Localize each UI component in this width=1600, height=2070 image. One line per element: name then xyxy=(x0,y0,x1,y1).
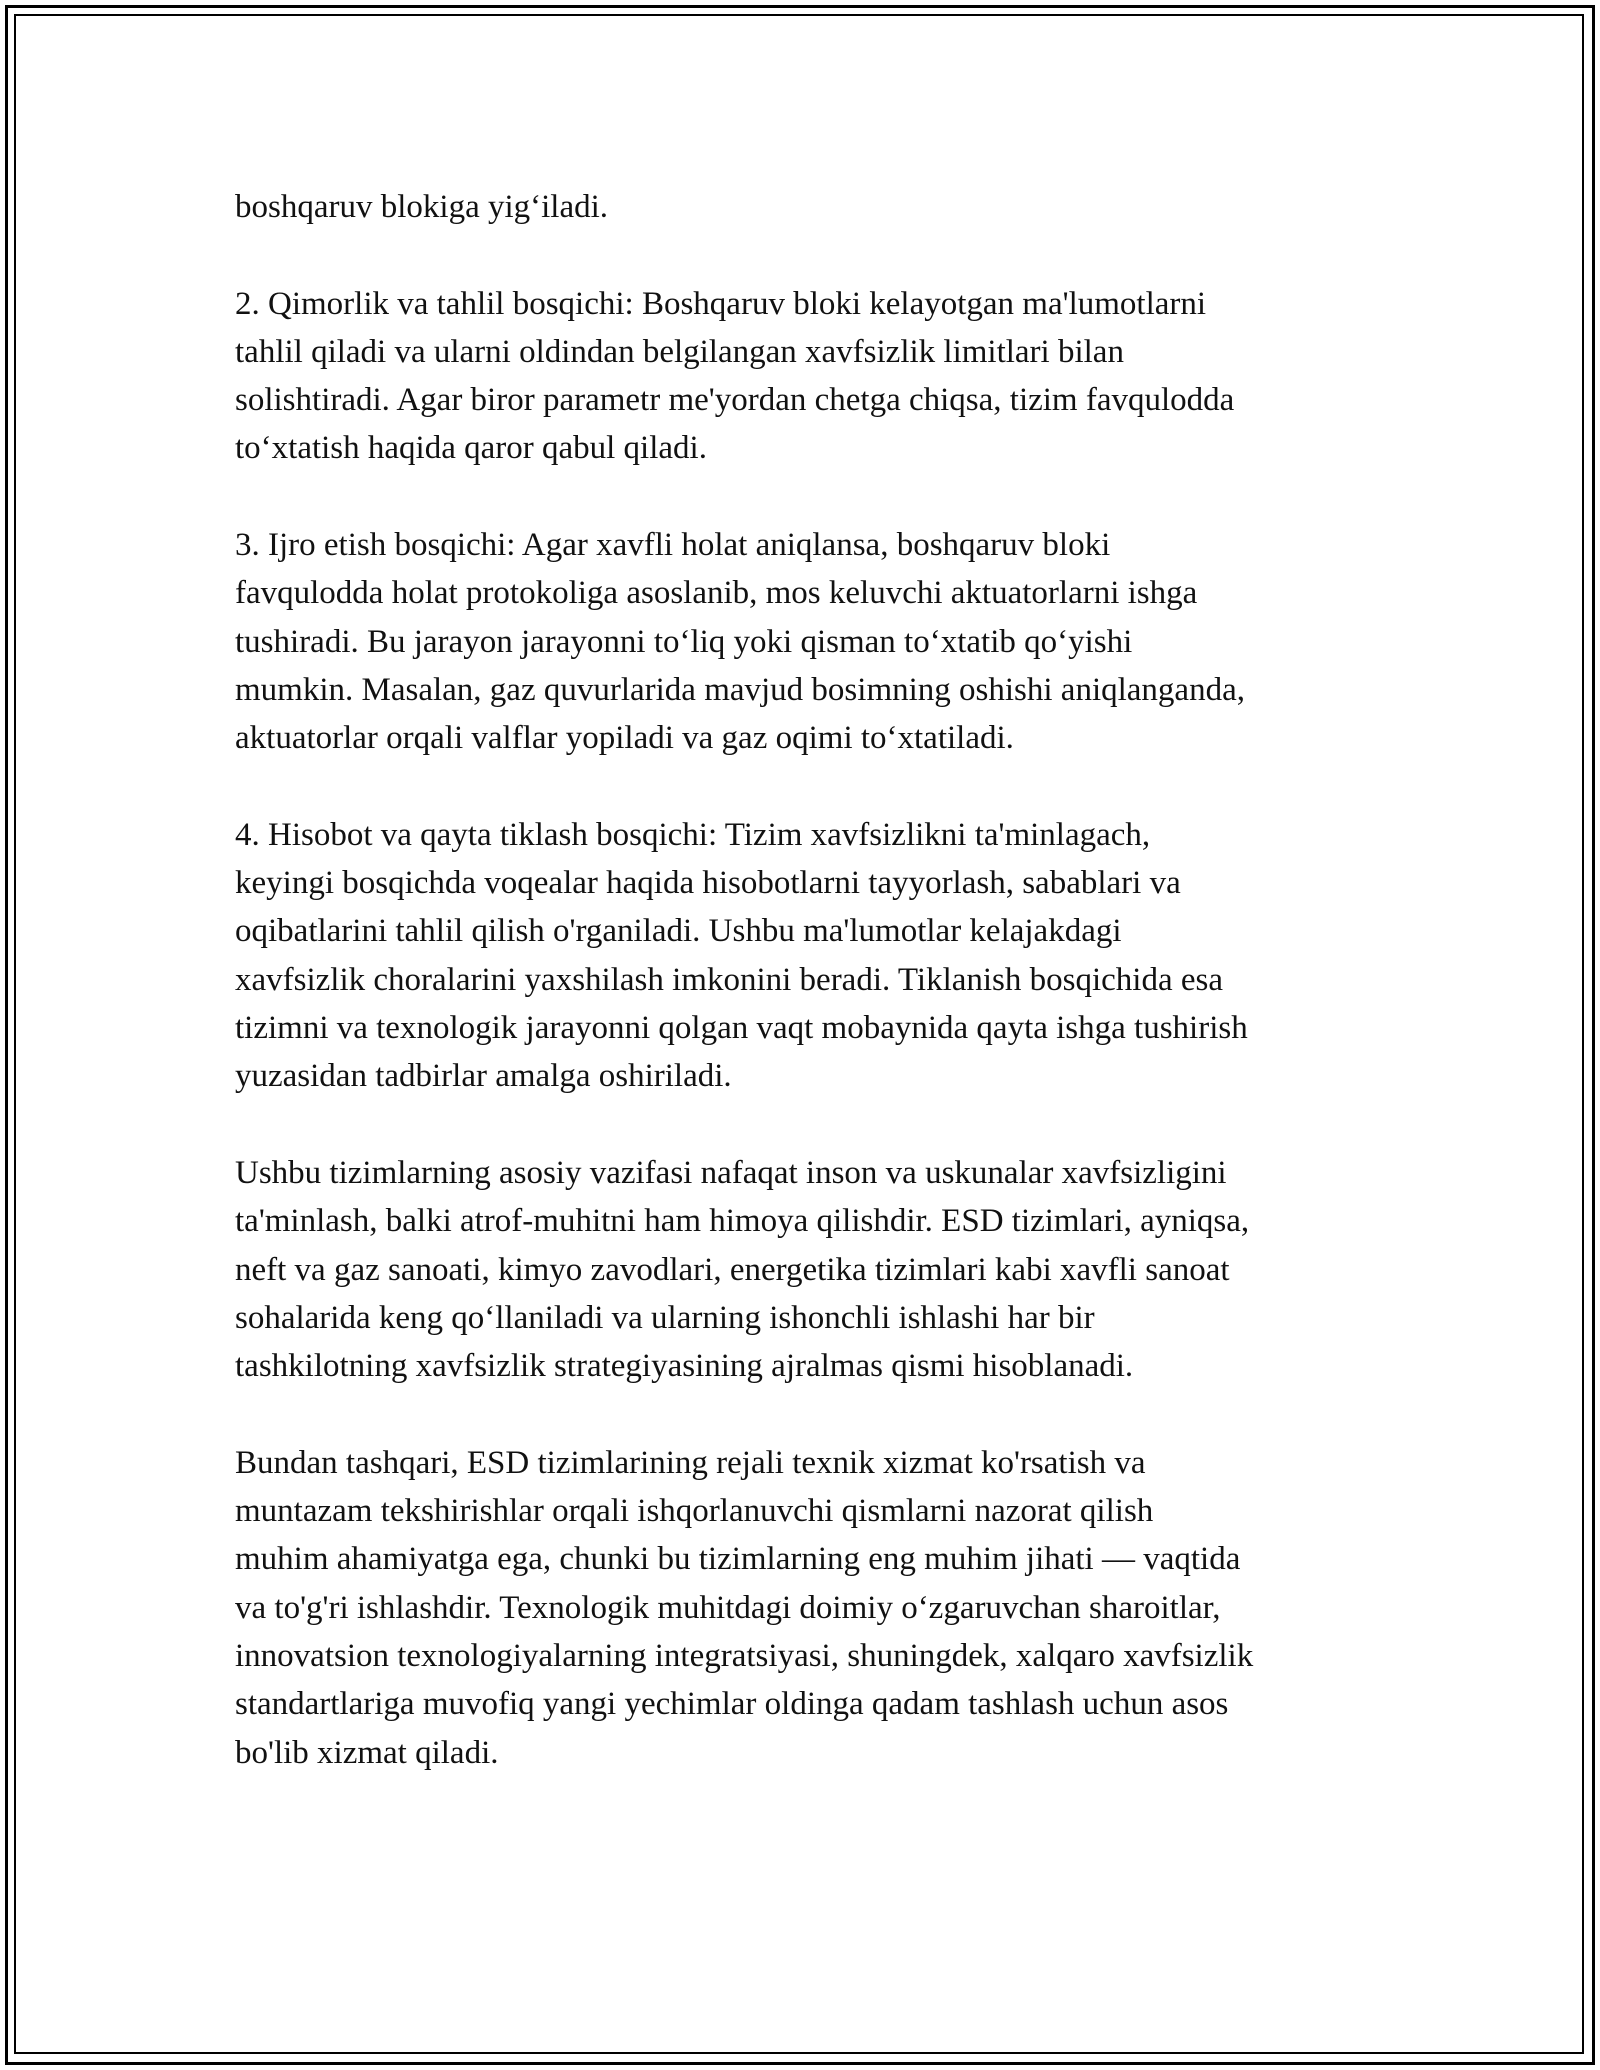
paragraph-system-purpose: Ushbu tizimlarning asosiy vazifasi nafaqat inson va uskunalar xavfsizligini ta'minlash, balki atrof-muhitni ham himoya qilishdir. ESD tizimlari, ayniqsa, neft va gaz sanoati, kimyo zavodlari, energetika tizimlari kabi xavfli sanoat sohalarida keng qo‘llaniladi va ularning ishonchli ishlashi har bir tashkilotning xavfsizlik strategiyasining ajralmas qismi hisoblanadi. xyxy=(235,1154,1250,1385)
paragraph-execution-stage: 3. Ijro etish bosqichi: Agar xavfli holat aniqlansa, boshqaruv bloki favqulodda holat protokoliga asoslanib, mos keluvchi aktuatorlarni ishga tushiradi. Bu jarayon jarayonni to‘liq yoki qisman to‘xtatib qo‘yishi mumkin. Masalan, gaz quvurlarida mavjud bosimning oshishi aniqlanganda, aktuatorlar orqali valflar yopiladi va gaz oqimi to‘xtatiladi. xyxy=(235,527,1245,757)
paragraph-report-recovery-stage: 4. Hisobot va qayta tiklash bosqichi: Tizim xavfsizlikni ta'minlagach, keyingi bosqichda voqealar haqida hisobotlarni tayyorlash, sabablari va oqibatlarini tahlil qilish o'rganiladi. Ushbu ma'lumotlar kelajakdagi xavfsizlik choralarini yaxshilash imkonini beradi. Tiklanish bosqichida esa tizimni va texnologik jarayonni qolgan vaqt mobaynida qayta ishga tushirish yuzasidan tadbirlar amalga oshiriladi. xyxy=(235,816,1248,1095)
paragraph-analysis-stage: 2. Qimorlik va tahlil bosqichi: Boshqaruv bloki kelayotgan ma'lumotlarni tahlil qiladi va ularni oldindan belgilangan xavfsizlik limitlari bilan solishtiradi. Agar biror parametr me'yordan chetga chiqsa, tizim favqulodda to‘xtatish haqida qaror qabul qiladi. xyxy=(235,285,1235,467)
document-body xyxy=(235,183,1385,1825)
paragraph-continuation: boshqaruv blokiga yig‘iladi. xyxy=(235,189,609,225)
paragraph-maintenance: Bundan tashqari, ESD tizimlarining rejali texnik xizmat ko'rsatish va muntazam tekshirishlar orqali ishqorlanuvchi qismlarni nazorat qilish muhim ahamiyatga ega, chunki bu tizimlarning eng muhim jihati — vaqtida va to'g'ri ishlashdir. Texnologik muhitdagi doimiy o‘zgaruvchan sharoitlar, innovatsion texnologiyalarning integratsiyasi, shuningdek, xalqaro xavfsizlik standartlariga muvofiq yangi yechimlar oldinga qadam tashlash uchun asos bo'lib xizmat qiladi. xyxy=(235,1444,1254,1771)
